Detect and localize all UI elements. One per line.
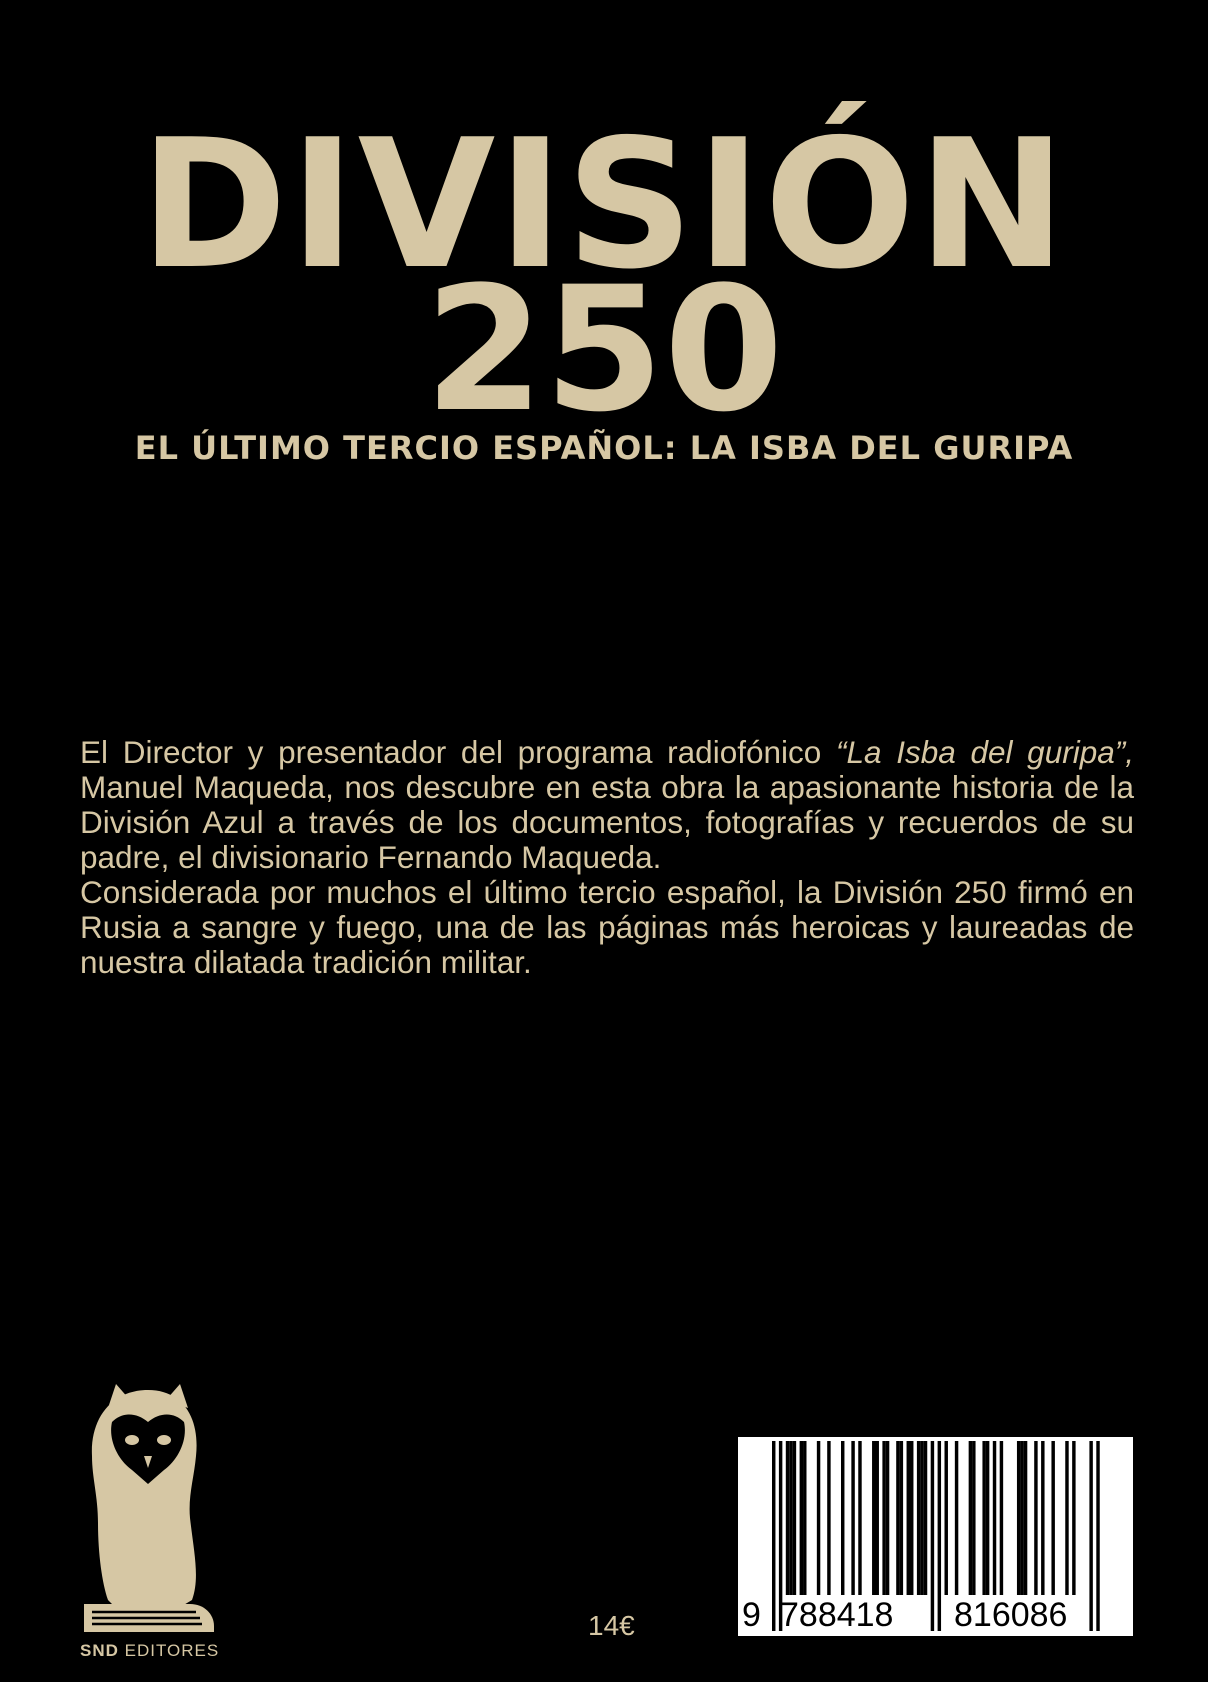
barcode-bar (817, 1441, 820, 1595)
barcode-bar (1034, 1441, 1037, 1595)
blurb-paragraph-1 (80, 735, 1134, 875)
barcode-bar (803, 1441, 806, 1595)
barcode-bar (1072, 1441, 1075, 1595)
barcode-bar (924, 1441, 927, 1595)
barcode-bar (917, 1441, 920, 1595)
owl-on-book-icon (78, 1378, 218, 1633)
title-line-1: DIVISIÓN (139, 101, 1069, 308)
barcode-bar (982, 1441, 985, 1595)
barcode-bar (1065, 1441, 1068, 1595)
barcode-bar (955, 1441, 958, 1595)
barcode-bar (786, 1441, 789, 1595)
barcode-bar (986, 1441, 989, 1595)
barcode-bar (841, 1441, 844, 1595)
blurb-text: El Director y presentador del programa radiofónico (80, 734, 836, 770)
isbn-first-digit: 9 (742, 1596, 761, 1634)
barcode-bar (972, 1441, 975, 1595)
barcode-bar (793, 1441, 796, 1595)
blurb-text: Manuel Maqueda, nos descubre en esta obra la apasionante historia de la División Azul a través de los documentos, fotografías y recuerdos de su padre, el divisionario Fernando Maqueda. (80, 769, 1134, 875)
barcode-guard-bar (1096, 1441, 1099, 1631)
barcode-bar (969, 1441, 972, 1595)
publisher-name-bold: SND (80, 1641, 119, 1660)
barcode-bar (900, 1441, 903, 1595)
barcode-bar (920, 1441, 923, 1595)
publisher-name (80, 1641, 219, 1661)
barcode-bar (872, 1441, 875, 1595)
subtitle: EL ÚLTIMO TERCIO ESPAÑOL: LA ISBA DEL GURIPA (134, 429, 1074, 467)
barcode-bar (910, 1441, 913, 1595)
barcode-bar (789, 1441, 792, 1595)
barcode-bar (858, 1441, 861, 1595)
barcode-bar (1051, 1441, 1054, 1595)
barcode-bar (993, 1441, 996, 1595)
blurb (80, 735, 1134, 980)
blurb-paragraph-2: Considerada por muchos el último tercio español, la División 250 firmó en Rusia a sangre y fuego, una de las páginas más heroicas y laureadas de nuestra dilatada tradición militar. (80, 874, 1134, 980)
barcode-bar (1017, 1441, 1020, 1595)
isbn-group-1: 788418 (780, 1596, 894, 1634)
barcode-guard-bar (1089, 1441, 1092, 1631)
barcode-bar (800, 1441, 803, 1595)
isbn-group-2: 816086 (954, 1596, 1068, 1634)
barcode-bar (1020, 1441, 1023, 1595)
barcode-bar (907, 1441, 910, 1595)
barcode-bar (1000, 1441, 1003, 1595)
barcode-bar (827, 1441, 830, 1595)
price: 14€ (588, 1610, 635, 1641)
barcode-bar (851, 1441, 854, 1595)
barcode-guard-bar (931, 1441, 934, 1631)
barcode-bar (1024, 1441, 1027, 1595)
barcode-guard-bar (938, 1441, 941, 1631)
barcode-bar (945, 1441, 948, 1595)
barcode-bar (882, 1441, 885, 1595)
barcode-guard-bar (772, 1441, 775, 1631)
publisher-name-rest: EDITORES (118, 1641, 220, 1660)
barcode-bar (896, 1441, 899, 1595)
barcode (738, 1437, 1133, 1636)
barcode-bar (876, 1441, 879, 1595)
barcode-bar (1041, 1441, 1044, 1595)
barcode-bar (886, 1441, 889, 1595)
title-line-2: 250 (424, 249, 784, 450)
program-name: “La Isba del guripa”, (835, 734, 1134, 770)
